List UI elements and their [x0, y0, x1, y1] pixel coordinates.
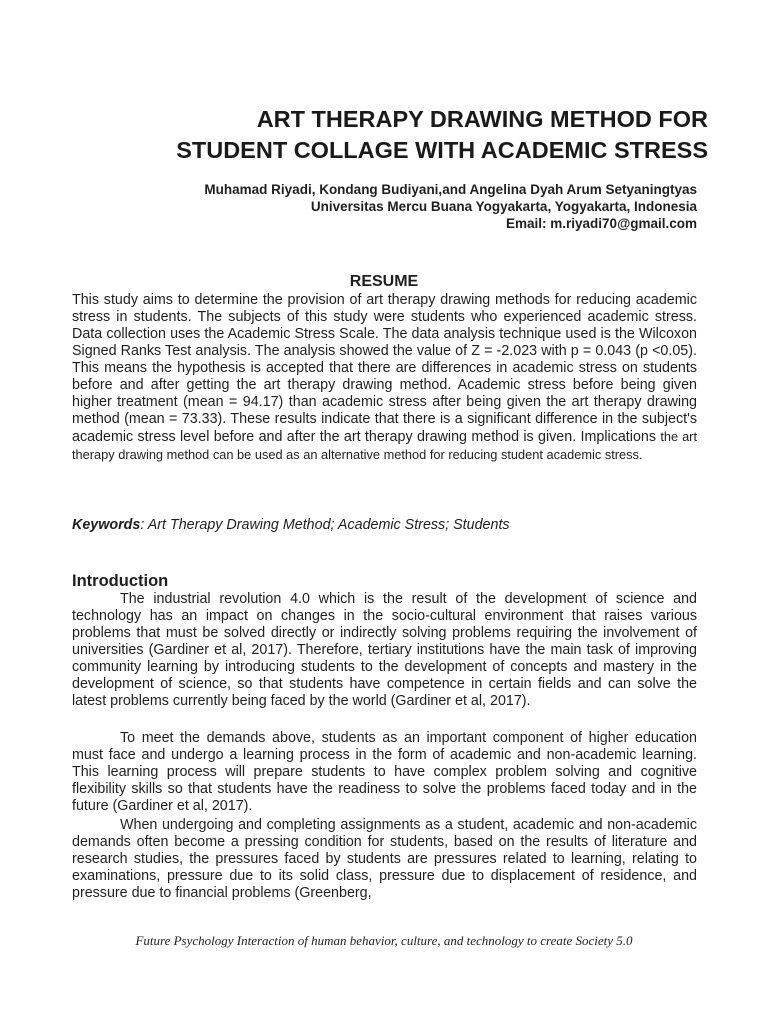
author-block	[204, 181, 697, 232]
page-footer: Future Psychology Interaction of human behavior, culture, and technology to create Society 5.0	[135, 933, 633, 948]
keywords-label: Keywords	[72, 517, 141, 533]
abstract-body: This study aims to determine the provision of art therapy drawing methods for reducing academic stress in students. The subjects of this study were students who experienced academic stress. Data collection uses the Academic Stress Scale. The data analysis technique used is the Wilcoxon Signed Ranks Test analysis. The analysis showed the value of Z = -2.023 with p = 0.043 (p <0.05). This means the hypothesis is accepted that there are differences in academic stress on students before and after getting the art therapy drawing method. Academic stress before being given higher treatment (mean = 94.17) than academic stress after being given the art therapy drawing method (mean = 73.33). These results indicate that there is a significant difference in the subject's academic stress level before and after the art therapy drawing method is given.	[72, 292, 697, 445]
author-names: Muhamad Riyadi, Kondang Budiyani,and Angelina Dyah Arum Setyaningtyas	[204, 182, 697, 197]
keywords-text: : Art Therapy Drawing Method; Academic Stress; Students	[140, 517, 510, 533]
keywords-line	[72, 516, 510, 534]
title-line-1: ART THERAPY DRAWING METHOD FOR	[256, 106, 708, 132]
introduction-heading: Introduction	[72, 572, 169, 590]
title-line-2: STUDENT COLLAGE WITH ACADEMIC STRESS	[176, 137, 708, 163]
implications-text: the art therapy drawing method can be used as an alternative method for reducing student academic stress.	[72, 429, 697, 462]
intro-paragraph-1: The industrial revolution 4.0 which is the result of the development of science and technology has an impact on changes in the socio-cultural environment that raises various problems that must be solved directly or indirectly solving problems requiring the involvement of universities (Gardiner et al, 2017). Therefore, tertiary institutions have the main task of improving community learning by introducing students to the development of concepts and mastery in the development of science, so that students have competence in certain fields and can solve the latest problems currently being faced by the world (Gardiner et al, 2017).	[72, 591, 697, 709]
intro-paragraph-2: To meet the demands above, students as an important component of higher education must face and undergo a learning process in the form of academic and non-academic learning. This learning process will prepare students to have complex problem solving and cognitive flexibility skills so that students have the readiness to solve the problems faced today and in the future (Gardiner et al, 2017).	[72, 730, 697, 814]
paper-title	[60, 104, 708, 166]
implications-word: Implications	[580, 429, 657, 445]
author-email: Email: m.riyadi70@gmail.com	[506, 216, 697, 231]
intro-paragraph-3: When undergoing and completing assignments as a student, academic and non-academic demands often become a pressing condition for students, based on the results of literature and research studies, the pressures faced by students are pressures related to learning, relating to examinations, pressure due to its solid class, pressure due to displacement of residence, and pressure due to financial problems (Greenberg,	[72, 817, 697, 901]
abstract-paragraph	[72, 292, 697, 464]
resume-heading: RESUME	[349, 273, 419, 290]
author-affiliation: Universitas Mercu Buana Yogyakarta, Yogyakarta, Indonesia	[310, 199, 697, 214]
